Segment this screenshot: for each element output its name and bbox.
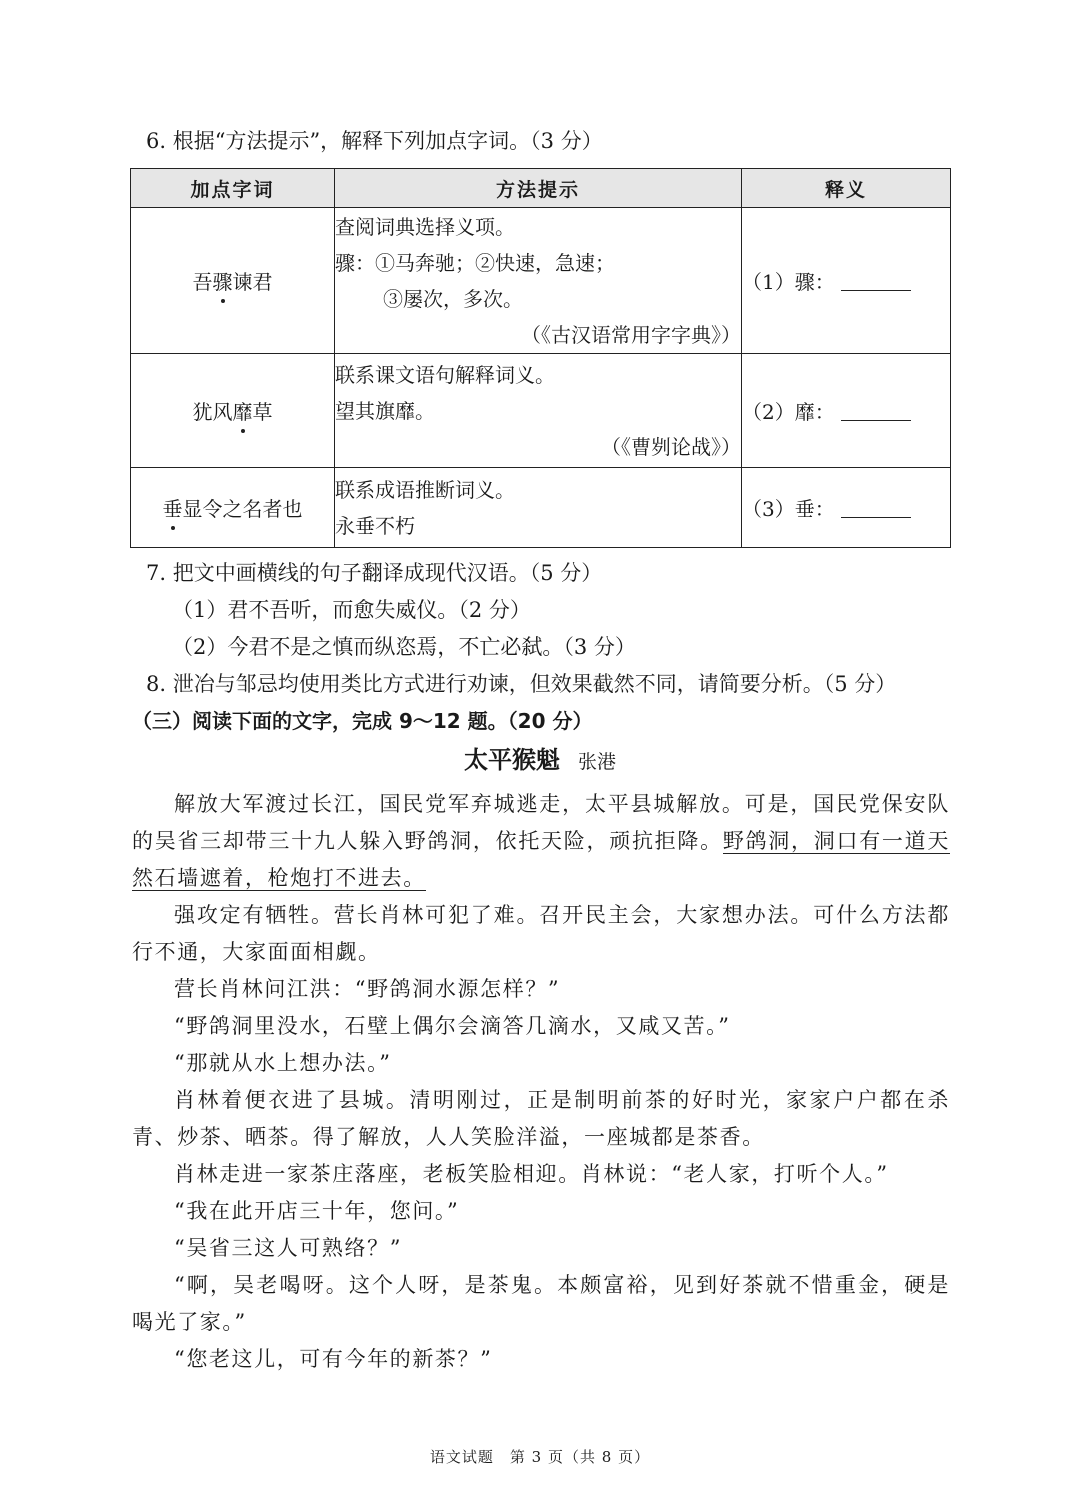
paragraph: “我在此开店三十年，您问。” bbox=[174, 1199, 460, 1223]
dotted-char: 骤 bbox=[213, 266, 233, 295]
table-row bbox=[131, 208, 951, 354]
method-hint: 联系课文语句解释词义。 望其旗靡。 （《曹刿论战》） bbox=[335, 354, 742, 468]
hint-source: （《曹刿论战》） bbox=[601, 434, 741, 459]
paragraph: 肖林着便衣进了县城。清明刚过，正是制明前茶的好时光，家家户户都在杀青、炒茶、晒茶。得了解放，人人笑脸洋溢，一座城都是茶香。 bbox=[132, 1088, 950, 1149]
answer-blank[interactable] bbox=[841, 270, 911, 291]
paragraph: “野鸽洞里没水，石壁上偶尔会滴答几滴水，又咸又苦。” bbox=[174, 1014, 731, 1038]
header-method: 方法提示 bbox=[335, 169, 742, 208]
hint-source: （《古汉语常用字字典》） bbox=[521, 322, 741, 347]
section-3-heading: （三）阅读下面的文字，完成 9～12 题。（20 分） bbox=[132, 709, 593, 733]
question-7-prompt: 7. 把文中画横线的句子翻译成现代汉语。（5 分） bbox=[146, 561, 603, 585]
underlined-sentence: 野鸽洞，洞口有一道天然石墙遮着，枪炮打不进去。 bbox=[132, 829, 950, 890]
question-8-prompt: 8. 泄冶与邹忌均使用类比方式进行劝谏，但效果截然不同，请简要分析。（5 分） bbox=[146, 672, 897, 696]
header-word: 加点字词 bbox=[131, 169, 335, 208]
question-6-prompt: 6. 根据“方法提示”，解释下列加点字词。（3 分） bbox=[146, 129, 603, 153]
table-header-row bbox=[131, 169, 951, 208]
meaning-answer: （3）垂： bbox=[742, 468, 951, 548]
paragraph: 肖林走进一家茶庄落座，老板笑脸相迎。肖林说：“老人家，打听个人。” bbox=[174, 1162, 889, 1186]
dotted-char: 靡 bbox=[233, 396, 253, 425]
meaning-answer: （1）骤： bbox=[742, 208, 951, 354]
paragraph: “啊，吴老喝呀。这个人呀，是茶鬼。本颇富裕，见到好茶就不惜重金，硬是喝光了家。” bbox=[132, 1273, 950, 1334]
dotted-char: 垂 bbox=[163, 493, 183, 522]
answer-blank[interactable] bbox=[841, 400, 911, 421]
article-title-line bbox=[0, 743, 1080, 779]
page-footer: 语文试题 第 3 页（共 8 页） bbox=[429, 1448, 651, 1466]
article-author: 张港 bbox=[577, 751, 616, 773]
paragraph: 强攻定有牺牲。营长肖林可犯了难。召开民主会，大家想办法。可什么方法都行不通，大家面面相觑。 bbox=[132, 903, 950, 964]
table-row bbox=[131, 354, 951, 468]
method-hint: 查阅词典选择义项。 骤：①马奔驰；②快速，急速； ③屡次，多次。 （《古汉语常用字字典》） bbox=[335, 208, 742, 354]
paragraph: “您老这儿，可有今年的新茶？” bbox=[174, 1347, 493, 1371]
paragraph: 解放大军渡过长江，国民党军弃城逃走，太平县城解放。可是，国民党保安队的吴省三却带三十九人躲入野鸽洞，依托天险，顽抗拒降。野鸽洞，洞口有一道天然石墙遮着，枪炮打不进去。 bbox=[132, 792, 950, 890]
table-row bbox=[131, 468, 951, 548]
dotted-word: 吾骤谏君 bbox=[131, 208, 335, 354]
header-meaning: 释义 bbox=[742, 169, 951, 208]
article-title: 太平猴魁 bbox=[463, 746, 560, 774]
article-body bbox=[132, 786, 950, 1378]
question-7-item-2: （2）今君不是之慎而纵恣焉，不亡必弑。（3 分） bbox=[172, 635, 636, 659]
answer-blank[interactable] bbox=[841, 497, 911, 518]
paragraph: “那就从水上想办法。” bbox=[174, 1051, 392, 1075]
paragraph: 营长肖林问江洪：“野鸽洞水源怎样？” bbox=[174, 977, 561, 1001]
question-7-item-1: （1）君不吾听，而愈失威仪。（2 分） bbox=[172, 598, 531, 622]
method-hint-table bbox=[130, 168, 951, 548]
dotted-word: 犹风靡草 bbox=[131, 354, 335, 468]
method-hint: 联系成语推断词义。 永垂不朽 bbox=[335, 468, 742, 548]
paragraph: “吴省三这人可熟络？” bbox=[174, 1236, 403, 1260]
dotted-word: 垂显令之名者也 bbox=[131, 468, 335, 548]
meaning-answer: （2）靡： bbox=[742, 354, 951, 468]
